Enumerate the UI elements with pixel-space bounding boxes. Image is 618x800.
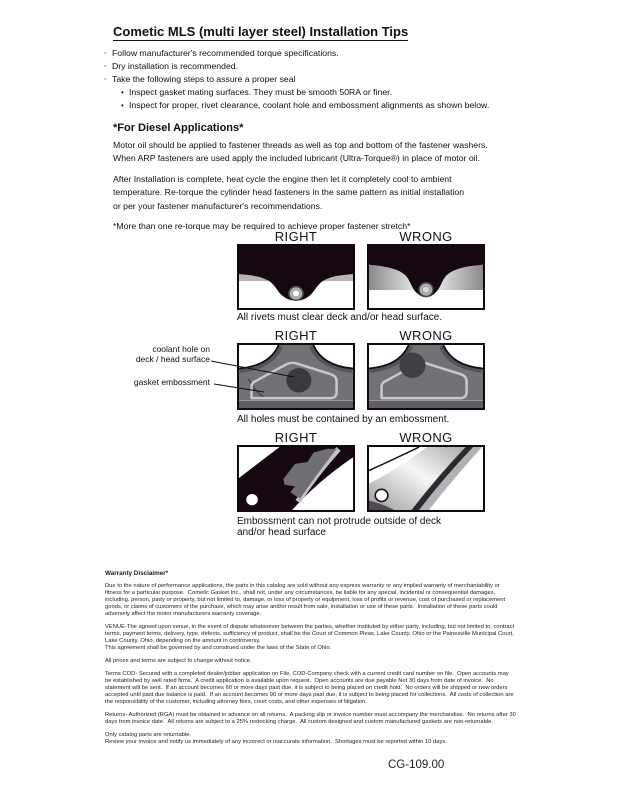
tip-text: Take the following steps to assure a proper seal	[112, 74, 296, 84]
bolt-hole-icon	[246, 494, 258, 505]
tip-text: Inspect for proper, rivet clearance, coolant hole and embossment alignments as shown below.	[129, 100, 490, 110]
protrusion-wrong-illustration	[369, 447, 483, 510]
legal-paragraph: Due to the nature of performance applications, the parts in this catalog are sold without any express warranty or any implied warranty of merchantability or fitness for a particular purpose. Cometic Gasket Inc., shall not, under any circumstances, be liable for any special, incidental or consequential damages, including, person, party or property, but not limited to, damage, or loss of property or equipment, loss of profits or revenue, cost of purchased or replacement goods, or claims of customers of the purchase, which may arise and/or result from sale, installation or use of these parts. Installation of these parts could adversely affect the motor manufacturers warranty coverage.	[105, 583, 507, 617]
diesel-applications-heading: *For Diesel Applications*	[113, 122, 244, 134]
embossment-wrong-panel	[367, 343, 485, 410]
warranty-disclaimer-heading: Warranty Disclaimer*	[105, 570, 169, 577]
tip-text: Inspect gasket mating surfaces. They must be smooth 50RA or finer.	[129, 87, 393, 97]
right-label: RIGHT	[274, 328, 318, 343]
doc-number: CG-109.00	[388, 759, 445, 771]
right-label: RIGHT	[274, 229, 318, 244]
protrusion-right-illustration	[239, 447, 353, 510]
sub-bullet-marker: •	[121, 101, 124, 110]
page-title: Cometic MLS (multi layer steel) Installation Tips	[113, 24, 409, 39]
protrusion-right-panel	[237, 445, 355, 512]
coolant-hole-callout: coolant hole on deck / head surface	[135, 344, 210, 364]
tip-text: Follow manufacturer's recommended torque specifications.	[112, 48, 339, 58]
hole-containment-right-illustration	[239, 345, 353, 408]
protrusion-wrong-panel	[367, 445, 485, 512]
sub-bullet-marker: •	[121, 88, 124, 97]
legal-paragraph: Returns- Authorized (RGA) must be obtained in advance on all returns. A packing slip or invoice number must accompany the merchandise. No returns after 30 days from invoice date. All returns are subject to a 25% restocking charge. All custom designed and custom manufactured gaskets are non-returnable.	[105, 712, 518, 725]
legal-paragraph: VENUE-The agreed upon venue, in the event of dispute whatsoever between the parties, whether instituted by either party, including, but not limited to, contract terms, payment terms, delivery, type, defects, sufficiency of product, shall be the Court of Common Pleas, Lake County, Ohio or the Painesville Municipal Court, Lake County, Ohio, depending on the amount in controversy. This agreement shall be governed by and construed under the laws of the State of Ohio.	[105, 624, 515, 651]
bullet-marker: ◦	[104, 63, 107, 70]
diesel-paragraph: Motor oil should be applied to fastener threads as well as top and bottom of the fastener washers. When ARP fasteners are used apply the included lubricant (Ultra-Torque®) in place of motor oil.	[113, 140, 488, 164]
embossment-right-panel	[237, 343, 355, 410]
bullet-marker: ◦	[104, 50, 107, 57]
bullet-marker: ◦	[104, 76, 107, 83]
rivet-wrong-panel	[367, 244, 485, 310]
rivet-clearance-right-illustration	[239, 246, 353, 308]
diesel-paragraph: *More than one re-torque may be required to achieve proper fastener stretch*	[113, 221, 411, 232]
hole-containment-wrong-illustration	[369, 345, 483, 408]
bolt-hole-icon	[375, 489, 388, 501]
diagram-caption: Embossment can not protrude outside of deck and/or head surface	[237, 516, 442, 538]
legal-paragraph: Only catalog parts are returnable. Review your invoice and notify us immediately of any incorrect or inaccurate information. Shortages must be reported within 10 days.	[105, 732, 447, 745]
legal-section	[105, 570, 516, 752]
coolant-hole-icon	[286, 368, 311, 392]
rivet-right-panel	[237, 244, 355, 310]
wrong-label: WRONG	[399, 328, 453, 343]
legal-paragraph: All prices and terms are subject to change without notice.	[105, 658, 252, 664]
diagram-caption: All holes must be contained by an embossment.	[237, 414, 450, 425]
diesel-paragraph: After Installation is complete, heat cycle the engine then let it completely cool to ambient temperature. Re-torque the cylinder head fasteners in the same pattern as initial installation or per your fastener manufacturer's recommendations.	[113, 173, 465, 211]
legal-paragraph: Terms COD- Secured with a completed dealer/jobber application on File, COD-Company check with a current credit card number on file. Open accounts may be established by well rated firms. A credit application is available upon request. Open accounts are due payable Net 30 days from date of invoice. No statement will be sent. If an account becomes 60 or more days past due, it is subject to being placed on credit hold. No orders will be shipped or new orders accepted until past due balance is paid. If an account becomes 90 or more days past due, it is subject to being placed for collections. All costs of collection are the responsibility of the customer, including attorney fees, court costs, and other expenses of litigation.	[105, 671, 516, 705]
diagram-caption: All rivets must clear deck and/or head surface.	[237, 312, 443, 323]
rivet-clearance-wrong-illustration	[369, 246, 483, 308]
gasket-embossment-callout: gasket embossment	[133, 377, 210, 387]
wrong-label: WRONG	[399, 229, 453, 244]
right-label: RIGHT	[274, 430, 318, 445]
tip-text: Dry installation is recommended.	[112, 61, 239, 71]
coolant-hole-icon	[399, 353, 425, 378]
wrong-label: WRONG	[399, 430, 453, 445]
